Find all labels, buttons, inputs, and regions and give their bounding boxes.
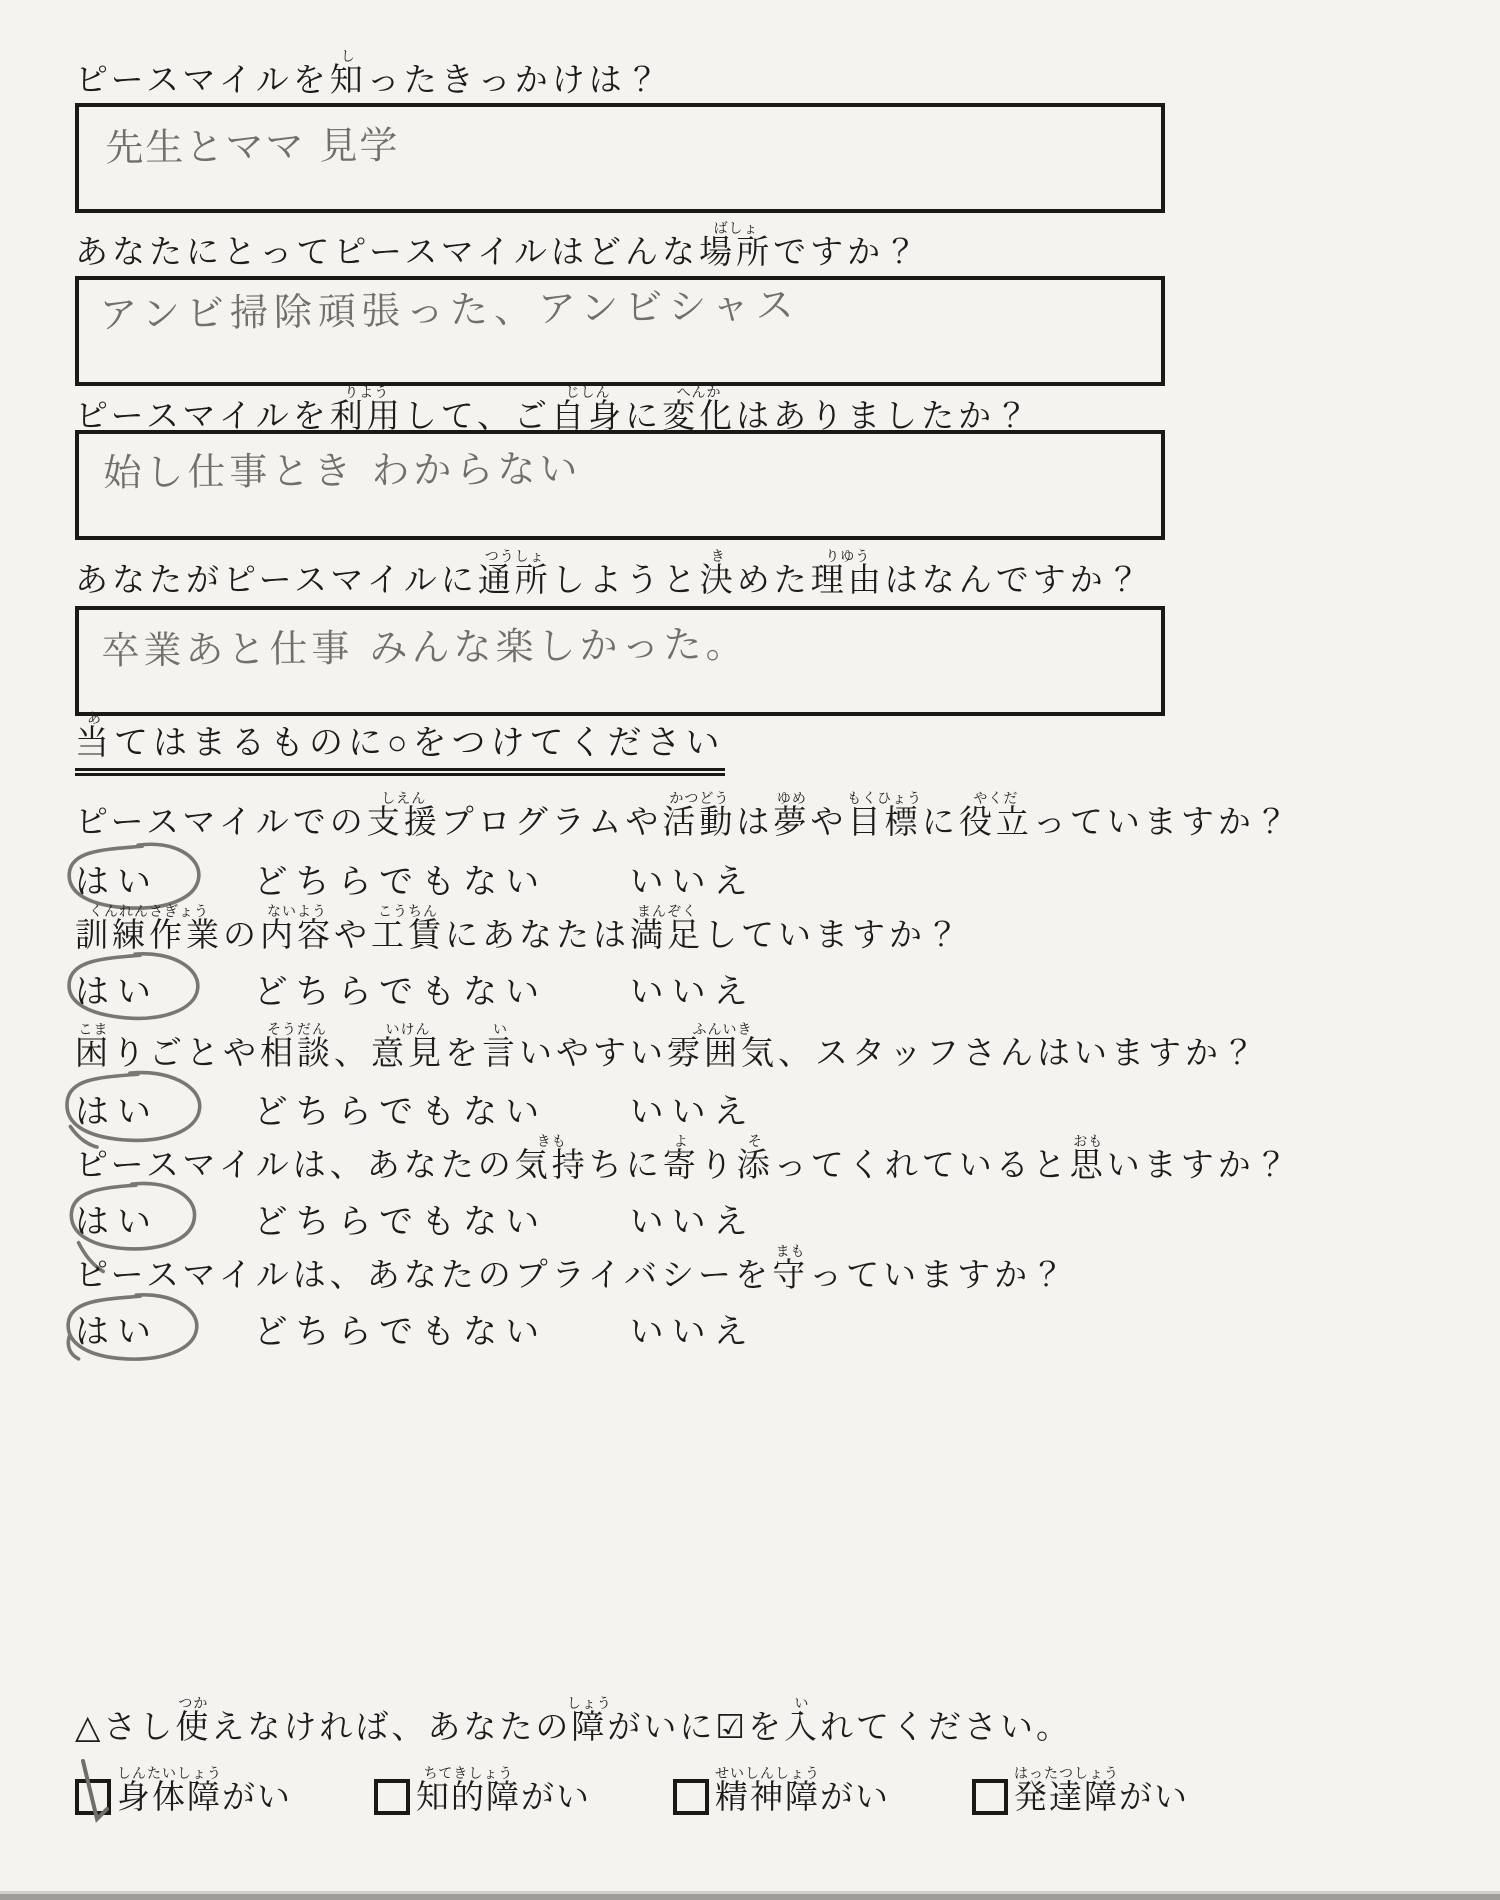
option-no[interactable]: いいえ <box>629 1204 756 1241</box>
checkbox-developmental-disability[interactable] <box>972 1767 1189 1818</box>
choice-question-4-text: ピースマイルは、あなたの気持きもちに寄より添そってくれていると思おもいますか？ <box>75 1135 1292 1184</box>
checkbox-icon <box>75 1779 111 1815</box>
option-neutral[interactable]: どちらでもない <box>253 864 548 901</box>
option-yes[interactable] <box>75 1304 159 1353</box>
checkbox-physical-disability[interactable] <box>75 1767 292 1818</box>
answer-box-1[interactable] <box>75 103 1165 213</box>
section-heading-text: 当あてはまるものに○をつけてください <box>75 725 725 776</box>
option-yes-label: はい <box>75 1094 159 1131</box>
form-content <box>75 0 1292 1900</box>
checkbox-label: 知的障ちてきしょうがい <box>416 1767 591 1816</box>
option-no[interactable]: いいえ <box>629 974 756 1011</box>
checkbox-icon <box>673 1779 709 1815</box>
choice-question-1-options <box>75 854 1165 903</box>
checkbox-label: 精神障せいしんしょうがい <box>715 1767 890 1816</box>
handwritten-answer-4: 卒業あと仕事 みんな楽しかった。 <box>101 622 748 673</box>
choice-question-4-options <box>75 1194 1165 1243</box>
option-yes[interactable] <box>75 1194 159 1243</box>
checkbox-icon <box>972 1779 1008 1815</box>
checkbox-icon <box>374 1779 410 1815</box>
option-yes-label: はい <box>75 1314 159 1351</box>
question-2-text: あなたにとってピースマイルはどんな場所ばしょですか？ <box>75 222 922 271</box>
option-neutral[interactable]: どちらでもない <box>253 1204 548 1241</box>
option-neutral[interactable]: どちらでもない <box>253 974 548 1011</box>
choice-question-2-text: 訓練作業くんれんさぎょうの内容ないようや工賃こうちんにあなたは満足まんぞくしていますか？ <box>75 905 963 954</box>
disability-instruction: △さし使つかえなければ、あなたの障しょうがいに☑を入いれてください。 <box>75 1697 1072 1746</box>
option-neutral[interactable]: どちらでもない <box>253 1094 548 1131</box>
checkbox-label: 身体障しんたいしょうがい <box>117 1767 292 1816</box>
disability-checkbox-row <box>75 1767 1189 1818</box>
checkbox-label: 発達障はったつしょうがい <box>1014 1767 1189 1816</box>
option-neutral[interactable]: どちらでもない <box>253 1314 548 1351</box>
question-1-text: ピースマイルを知しったきっかけは？ <box>75 50 663 99</box>
scan-bottom-edge <box>0 1894 1500 1900</box>
handwritten-answer-2: アンビ掃除頑張った、アンビシャス <box>99 282 800 337</box>
section-heading <box>75 712 1165 763</box>
choice-question-3-options <box>75 1084 1165 1133</box>
option-no[interactable]: いいえ <box>629 1094 756 1131</box>
checkbox-mental-disability[interactable] <box>673 1767 890 1818</box>
option-no[interactable]: いいえ <box>629 1314 756 1351</box>
handwritten-answer-1: 先生とママ 見学 <box>105 123 400 170</box>
answer-box-3[interactable] <box>75 430 1165 540</box>
option-no[interactable]: いいえ <box>629 864 756 901</box>
choice-question-1-text: ピースマイルでの支援しえんプログラムや活動かつどうは夢ゆめや目標もくひょうに役立やくだっていますか？ <box>75 792 1292 841</box>
choice-question-5-options <box>75 1304 1165 1353</box>
answer-box-2[interactable] <box>75 276 1165 386</box>
pencil-check-icon <box>75 1757 119 1829</box>
handwritten-answer-3: 始し仕事とき わからない <box>103 446 582 495</box>
choice-question-5-text: ピースマイルは、あなたのプライバシーを守まもっていますか？ <box>75 1245 1069 1294</box>
option-yes-label: はい <box>75 974 159 1011</box>
choice-question-2-options <box>75 964 1165 1013</box>
question-3-text: ピースマイルを利用りようして、ご自身じしんに変化へんかはありましたか？ <box>75 386 1033 435</box>
option-yes[interactable] <box>75 1084 159 1133</box>
option-yes-label: はい <box>75 864 159 901</box>
question-4-text: あなたがピースマイルに通所つうしょしようと決きめた理由りゆうはなんですか？ <box>75 550 1144 599</box>
option-yes[interactable] <box>75 964 159 1013</box>
option-yes-label: はい <box>75 1204 159 1241</box>
answer-box-4[interactable] <box>75 606 1165 716</box>
checkbox-intellectual-disability[interactable] <box>374 1767 591 1818</box>
option-yes[interactable] <box>75 854 159 903</box>
choice-question-3-text: 困こまりごとや相談そうだん、意見いけんを言いいやすい雰囲気ふんいき、スタッフさんはいますか？ <box>75 1023 1259 1072</box>
